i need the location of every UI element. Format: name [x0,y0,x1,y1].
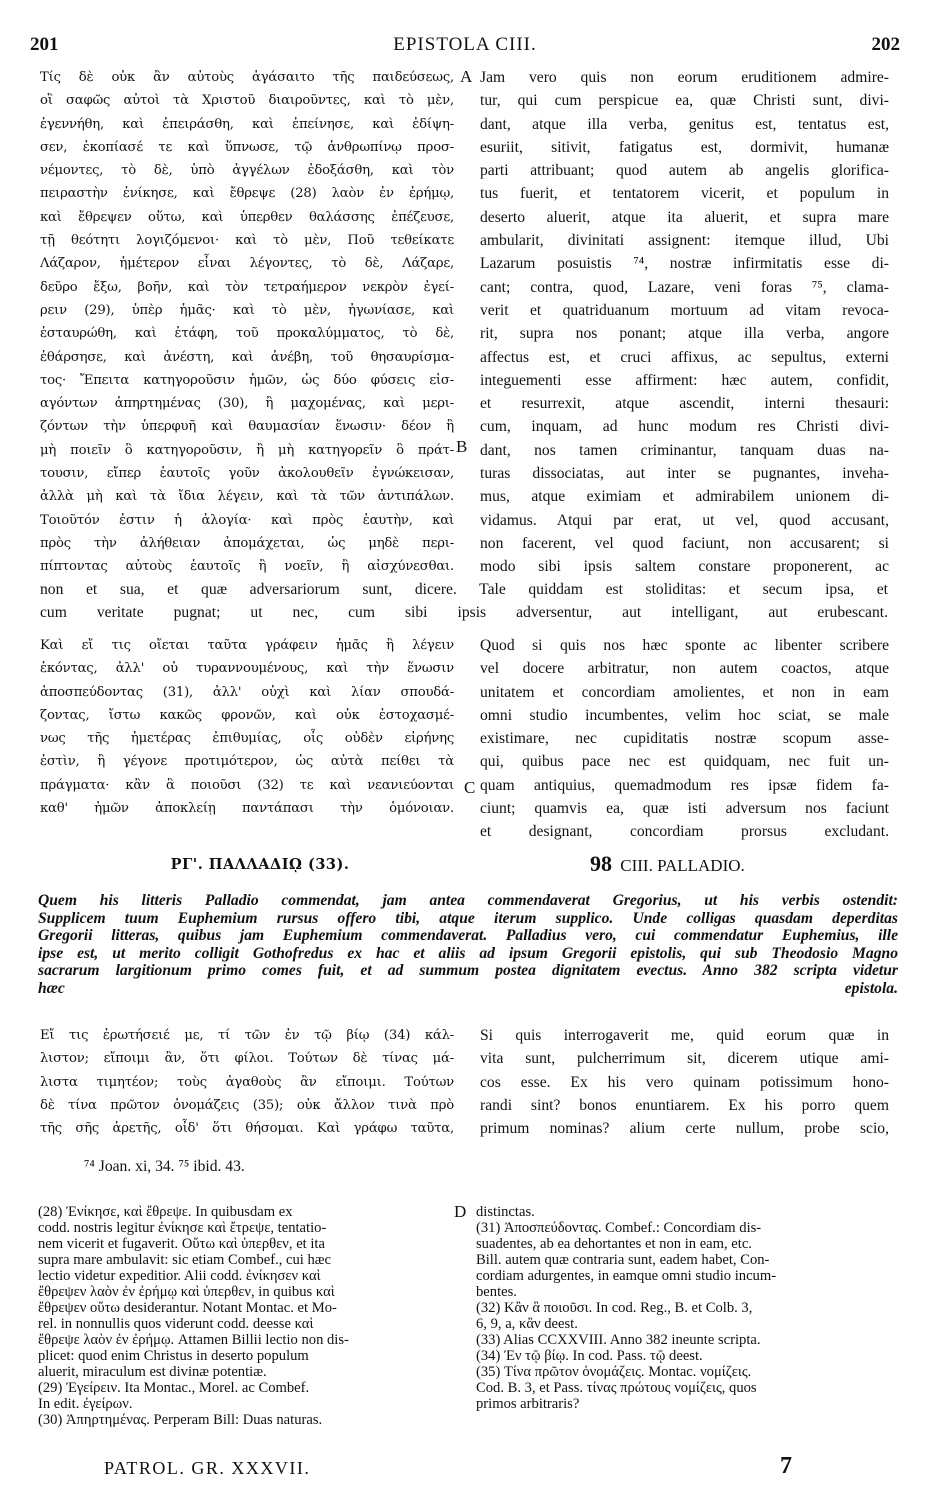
letter-title-greek: ΡΓ'. ΠΑΛΛΑΔΙῼ (33). [170,856,350,873]
scripture-references: ⁷⁴ Joan. xi, 34. ⁷⁵ ibid. 43. [84,1158,245,1175]
greek-text-3: Εἴ τις ἐρωτήσειέ με, τί τῶν ἐν τῷ βίῳ (34) κάλ- λιστον; εἴποιμι ἂν, ὅτι φίλοι. Τούτων δὲ τίνας μά- λιστα τιμητέον; τοὺς ἀγαθοὺς ἂν εἴποιμι. Τούτων δὲ τίνα πρῶτον ὀνομάζεις (35); οὐκ ἄλλον τινὰ πρὸ τῆς σῆς ἀρετῆς, οἶδ' ὅτι θήσομαι. Καὶ γράφω ταῦτα, [40,1028,454,1137]
page-number-right: 202 [871,34,900,55]
latin-text-2: Quod si quis nos hæc sponte ac libenter scribere vel docere arbitratur, non autem coactos, atque unitatem et concordiam amolientes, et non in eam omni studio incumbentes, velim hoc sciat, se male existimare, nec cupiditatis nostræ scopum asse- qui, quibus pace nec est quidquam, nec fuit un- quam antiquius, quemadmodum res ipsæ fidem fa- ciunt; quamvis ea, quæ isti adversum nos faciunt et designant, concordiam prorsus excludant. [480,637,889,841]
letter-title-latin [590,851,790,877]
margin-marker-a: A [460,67,473,86]
margin-marker-d: D [454,1202,467,1221]
margin-marker-c: C [464,778,476,797]
latin-text-1: Jam vero quis non eorum eruditionem admire- tur, qui cum perspicue ea, quæ Christi sunt, divi- dant, atque illa verba, genitus est, tentatus est, esuriit, sitivit, fatigatus est, dormivit, humanæ parti attribuant; quod autem ab angelis glorifica- tus fuerit, et tentatorem vicerit, et populum in deserto aluerit, atque ita aluerit, et supra mare ambularit, divinitati assignent: itemque illud, Ubi Lazarum posuistis ⁷⁴, nostræ infirmitatis esse di- cant; contra, quod, Lazare, veni foras ⁷⁵, clama- verit et quatriduanum mortuum ad vitam revoca- rit, supra nos ponant; atque illa verba, angore affectus est, et cruci affixus, ac sepultus, externi integuementi esse affirment: hæc autem, confidit, et resurrexit, atque ascendit, interni thesauri: cum, inquam, ad hunc modum res Christi divi- dant, nos tamen criminantur, tanquam duas na- turas dissociatas, aut inter se pugnantes, inveha- mus, atque eximiam et admirabilem unionem di- vidamus. Atqui par erat, ut vel, quod accusant, non facerent, vel quod faciunt, non accusarent; si modo sibi ipsis saltem constare proponerent, ac [480,69,889,576]
latin-text-3: Si quis interrogaverit me, quid eorum quæ in vita sunt, pulcherrimum sit, dicerem utique ami- cos esse. Ex his vero quinam potissimum hono- randi sint? bonos enuntiarem. Ex his porro quem primum nominas? alium certe nullum, probe scio, [480,1027,889,1138]
letter-summary: Quem his litteris Palladio commendat, jam antea commendaverat Gregorius, ut his verbis ostendit: Supplicem tuum Euphemium rursus offero tibi, atque iterum supplico. Unde colligas quasdam deperditas Gregorii litteras, quibus jam Euphemium commendaverat. Palladius vero, cui commendatur Euphemius, ille ipse est, ut merito colligit Gothofredus ex hac et aliis ad ipsum Gregorii epistolis, qui sub Theodosio Magno sacrarum largitionum primo comes fuit, et ad summum postea dignitatem evectus. Anno 382 scripta videtur hæc epistola. [38,892,898,997]
running-header [30,34,900,58]
greek-text-2: Καὶ εἴ τις οἴεται ταῦτα γράφειν ἡμᾶς ἢ λέγειν ἑκόντας, ἀλλ' οὐ τυραννουμένους, καὶ τὴν ἕνωσιν ἀποσπεύδοντας (31), ἀλλ' οὐχὶ καὶ λίαν σπουδά- ζοντας, ἴστω κακῶς φρονῶν, καὶ οὐκ ἐστοχασμέ- νως τῆς ἡμετέρας ἐπιθυμίας, οἷς οὐδὲν εἰρήνης ἐστὶν, ἢ γέγονε προτιμότερον, ὡς αὐτὰ πείθει τὰ πράγματα· κἂν ἃ ποιοῦσι (32) τε καὶ νεανιεύονται καθ' ἡμῶν ἀποκλείῃ παντάπασι τὴν ὁμόνοιαν. [40,638,454,817]
letter-number: 98 [590,851,612,876]
page-number-left: 201 [30,34,59,55]
gathering-number: 7 [780,1453,792,1479]
latin-text-1-continuation: non et sua, et quæ adversariorum sunt, dicere. Tale quiddam est stoliditas: et secum ipsa, et cum veritate pugnat; ut nec, cum sibi ipsis adversentur, aut intelligant, aut erubescant. [40,581,888,622]
letter-title-text: CIII. PALLADIO. [620,856,745,875]
footnotes-right: distinctas. (31) Ἀποσπεύδοντας. Combef.: Concordiam dis- suadentes, ab ea dehortantes et non in eam, etc. Bill. autem quæ contraria sunt, eadem habet, Con- cordiam adurgentes, in eamque omni studio incum- bentes. (32) Κἂν ἃ ποιοῦσι. In cod. Reg., B. et Colb. 3, 6, 9, a, κἂν deest. (33) Alias CCXXVIII. Anno 382 ineunte scripta. (34) Ἐν τῷ βίῳ. In cod. Pass. τῷ deest. (35) Τίνα πρῶτον ὀνομάζεις. Montac. νομίζεις. Cod. B. 3, et Pass. τίνας πρώτους νομίζεις, quos primos arbitraris? [476,1204,777,1412]
greek-text-1: Τίς δὲ οὐκ ἂν αὐτοὺς ἀγάσαιτο τῆς παιδεύσεως, οἳ σαφῶς αὐτοὶ τὰ Χριστοῦ διαιροῦντες, καὶ τὸ μὲν, ἐγεννήθη, καὶ ἐπειράσθη, καὶ ἐπείνησε, καὶ ἐδίψη- σεν, ἐκοπίασέ τε καὶ ὕπνωσε, τῷ ἀνθρωπίνῳ προσ- νέμοντες, τὸ δὲ, ὑπὸ ἀγγέλων ἐδοξάσθη, καὶ τὸν πειραστὴν ἐνίκησε, καὶ ἔθρεψε (28) λαὸν ἐν ἐρήμῳ, καὶ ἔθρεψεν οὕτω, καὶ ὑπερθεν θαλάσσης ἐπέζευσε, τῇ θεότητι λογιζόμενοι· καὶ τὸ μὲν, Ποῦ τεθείκατε Λάζαρον, ἡμέτερον εἶναι λέγοντες, τὸ δὲ, Λάζαρε, δεῦρο ἔξω, βοῆν, καὶ τὸν τετραήμερον νεκρὸν ἐγεί- ρειν (29), ὑπὲρ ἡμᾶς· καὶ τὸ μὲν, ἠγωνίασε, καὶ ἐσταυρώθη, καὶ ἐτάφη, τοῦ προκαλύμματος, τὸ δὲ, ἐθάρσησε, καὶ ἀνέστη, καὶ ἀνέβη, τοῦ θησαυρίσμα- τος· Ἔπειτα κατηγοροῦσιν ἡμῶν, ὡς δύο φύσεις εἰσ- αγόντων ἀπηρτημένας (30), ἢ μαχομένας, καὶ μερι- ζόντων τὴν ὑπερφυῆ καὶ θαυμασίαν ἕνωσιν· δέον ἢ μὴ ποιεῖν ὃ κατηγοροῦσιν, ἢ μὴ κατηγορεῖν ὃ πράτ- τουσιν, εἴπερ ἑαυτοῖς γοῦν ἀκολουθεῖν ἐγνώκεισαν, ἀλλὰ μὴ καὶ τὰ ἴδια λέγειν, καὶ τὰ τῶν ἀντιπάλων. Τοιοῦτόν ἐστιν ἡ ἀλογία· καὶ πρὸς ἑαυτὴν, καὶ πρὸς τὴν ἀλήθειαν ἀπομάχεται, ὡς μηδὲ περι- πίπτοντας αὐτοὺς ἑαυτοῖς ἢ νοεῖν, ἢ αἰσχύνεσθαι. [40,70,454,575]
running-title: EPISTOLA CIII. [393,34,537,55]
printer-signature: PATROL. GR. XXXVII. [104,1458,311,1478]
margin-marker-b: B [456,437,468,456]
footnotes-left: (28) Ἐνίκησε, καὶ ἔθρεψε. In quibusdam ex codd. nostris legitur ἐνίκησε καὶ ἔτρεψε, tentatio- nem vicerit et fugaverit. Οὕτω καὶ ὑπερθεν, et ita supra mare ambulavit: sic etiam Combef., cui hæc lectio videtur expeditior. Alii codd. ἐνίκησεν καὶ ἔθρεψεν λαὸν ἐν ἐρήμῳ καὶ ὑπερθεν, in quibus καὶ ἔθρεψεν οὕτω desiderantur. Notant Montac. et Mo- rel. in nonnullis quos viderunt codd. deesse καὶ ἔθρεψε λαὸν ἐν ἐρήμῳ. Attamen Billii lectio non dis- plicet: quod enim Christus in deserto populum aluerit, miraculum est divinæ potentiæ. (29) Ἐγείρειν. Ita Montac., Morel. ac Combef. In edit. ἐγείρων. (30) Ἀπηρτημένας. Perperam Bill: Duas naturas. [38,1204,349,1428]
